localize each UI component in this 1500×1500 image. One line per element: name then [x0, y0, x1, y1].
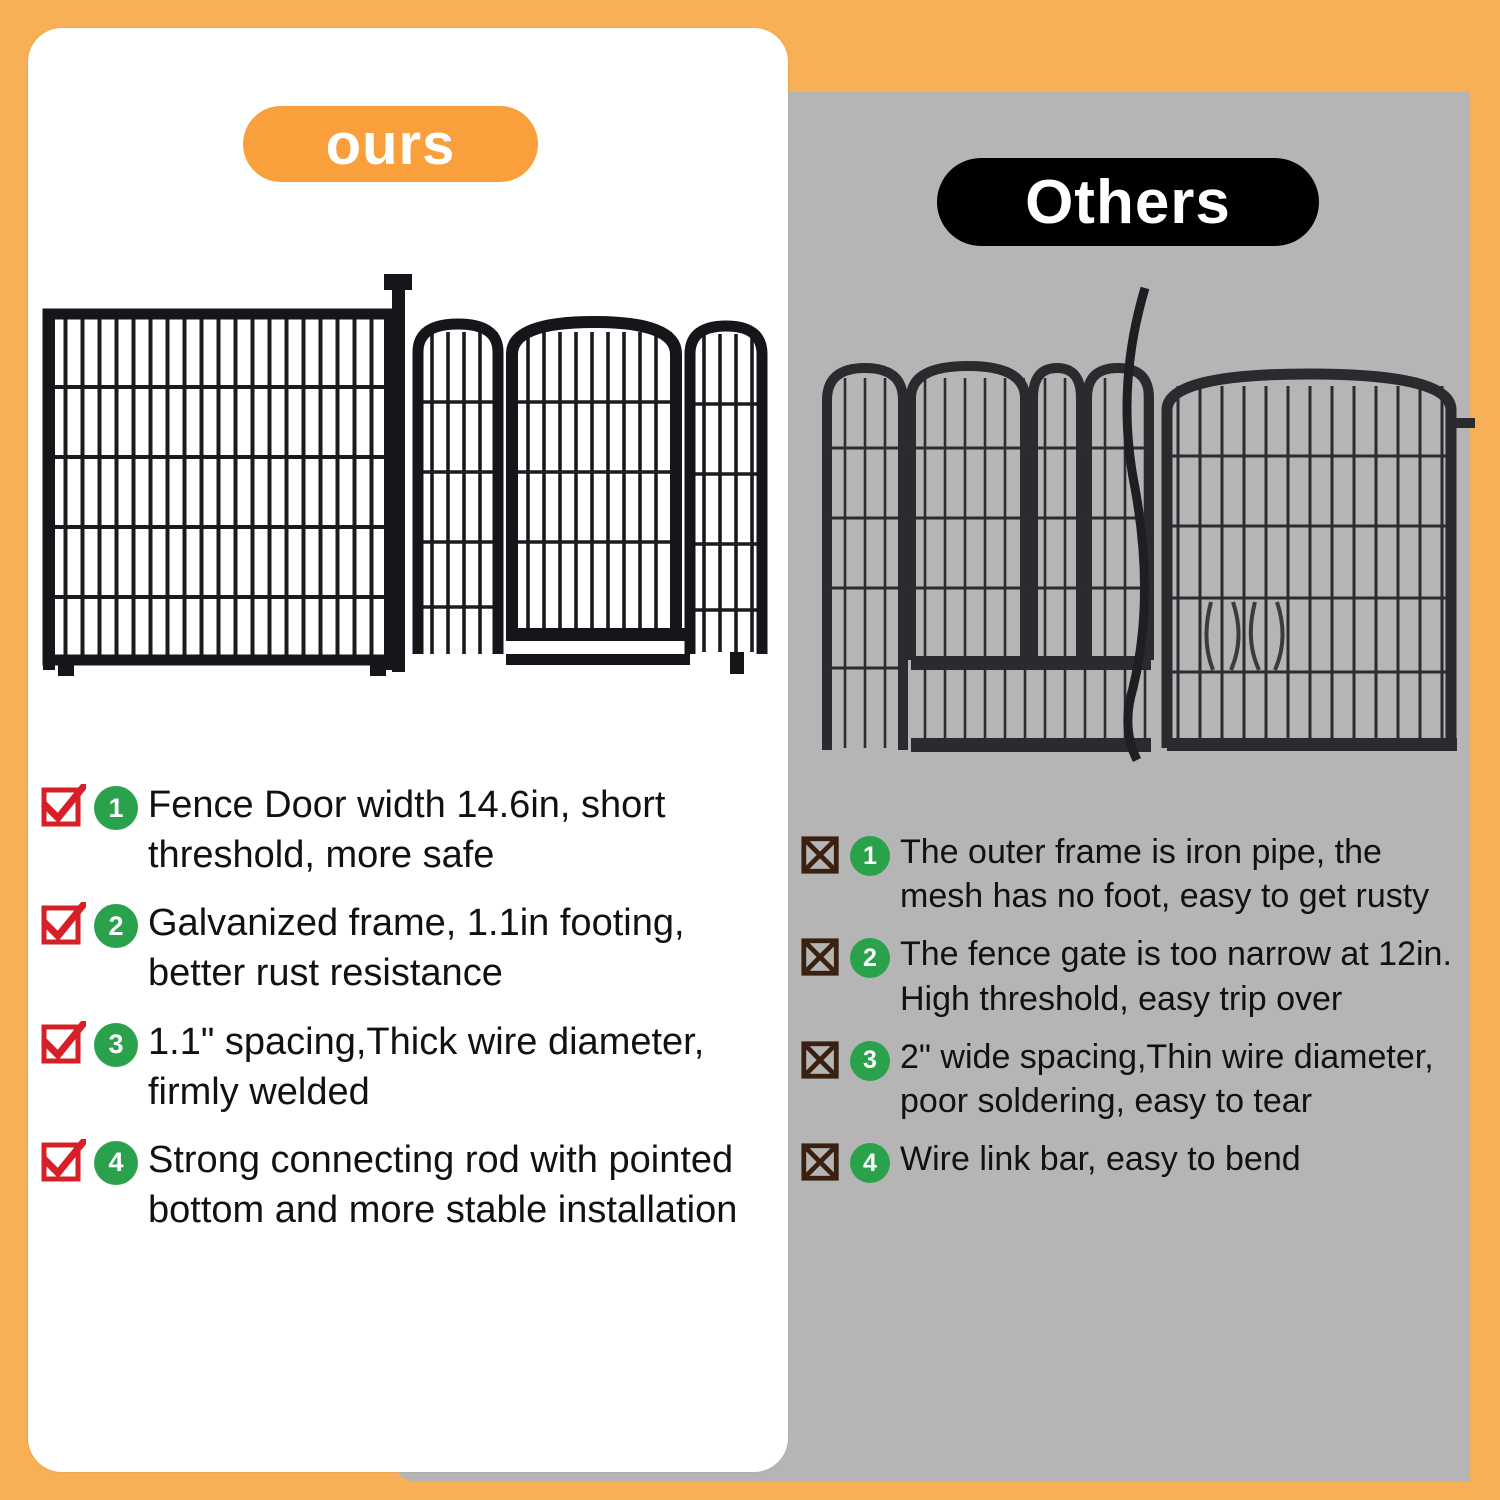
ours-feature-list [40, 780, 770, 1253]
list-item [800, 830, 1460, 918]
ours-badge: ours [243, 106, 538, 182]
item-number: 4 [94, 1141, 138, 1185]
checkbox-checked-icon [40, 1021, 86, 1067]
item-number: 3 [94, 1023, 138, 1067]
item-text: 2" wide spacing,Thin wire diameter, poor soldering, easy to tear [900, 1037, 1434, 1120]
item-number: 1 [94, 786, 138, 830]
ours-fence-illustration [40, 262, 770, 712]
checkbox-crossed-icon [800, 936, 842, 978]
list-item [40, 898, 770, 998]
ours-fence-svg [40, 262, 770, 712]
checkbox-crossed-icon [800, 834, 842, 876]
item-number: 2 [94, 904, 138, 948]
others-fence-illustration [815, 268, 1475, 768]
others-badge: Others [937, 158, 1319, 246]
list-item [800, 932, 1460, 1020]
others-fence-svg [815, 268, 1475, 768]
item-text: 1.1" spacing,Thick wire diameter, firmly welded [148, 1020, 705, 1113]
list-item [40, 1017, 770, 1117]
checkbox-checked-icon [40, 784, 86, 830]
list-item [800, 1035, 1460, 1123]
checkbox-checked-icon [40, 902, 86, 948]
list-item [40, 1135, 770, 1235]
item-number: 4 [850, 1143, 890, 1183]
item-text: Wire link bar, easy to bend [900, 1140, 1301, 1179]
item-text: Fence Door width 14.6in, short threshold, more safe [148, 784, 666, 877]
item-number: 2 [850, 938, 890, 978]
item-text: Galvanized frame, 1.1in footing, better rust resistance [148, 902, 685, 995]
list-item [40, 780, 770, 880]
item-text: The fence gate is too narrow at 12in. High threshold, easy trip over [900, 935, 1452, 1018]
item-text: Strong connecting rod with pointed bottom and more stable installation [148, 1138, 738, 1232]
item-text: The outer frame is iron pipe, the mesh has no foot, easy to get rusty [900, 833, 1430, 916]
checkbox-crossed-icon [800, 1141, 842, 1183]
ours-panel [28, 28, 788, 1472]
item-number: 1 [850, 836, 890, 876]
list-item [800, 1137, 1460, 1183]
item-number: 3 [850, 1041, 890, 1081]
others-feature-list [800, 830, 1460, 1197]
checkbox-checked-icon [40, 1139, 86, 1185]
checkbox-crossed-icon [800, 1039, 842, 1081]
